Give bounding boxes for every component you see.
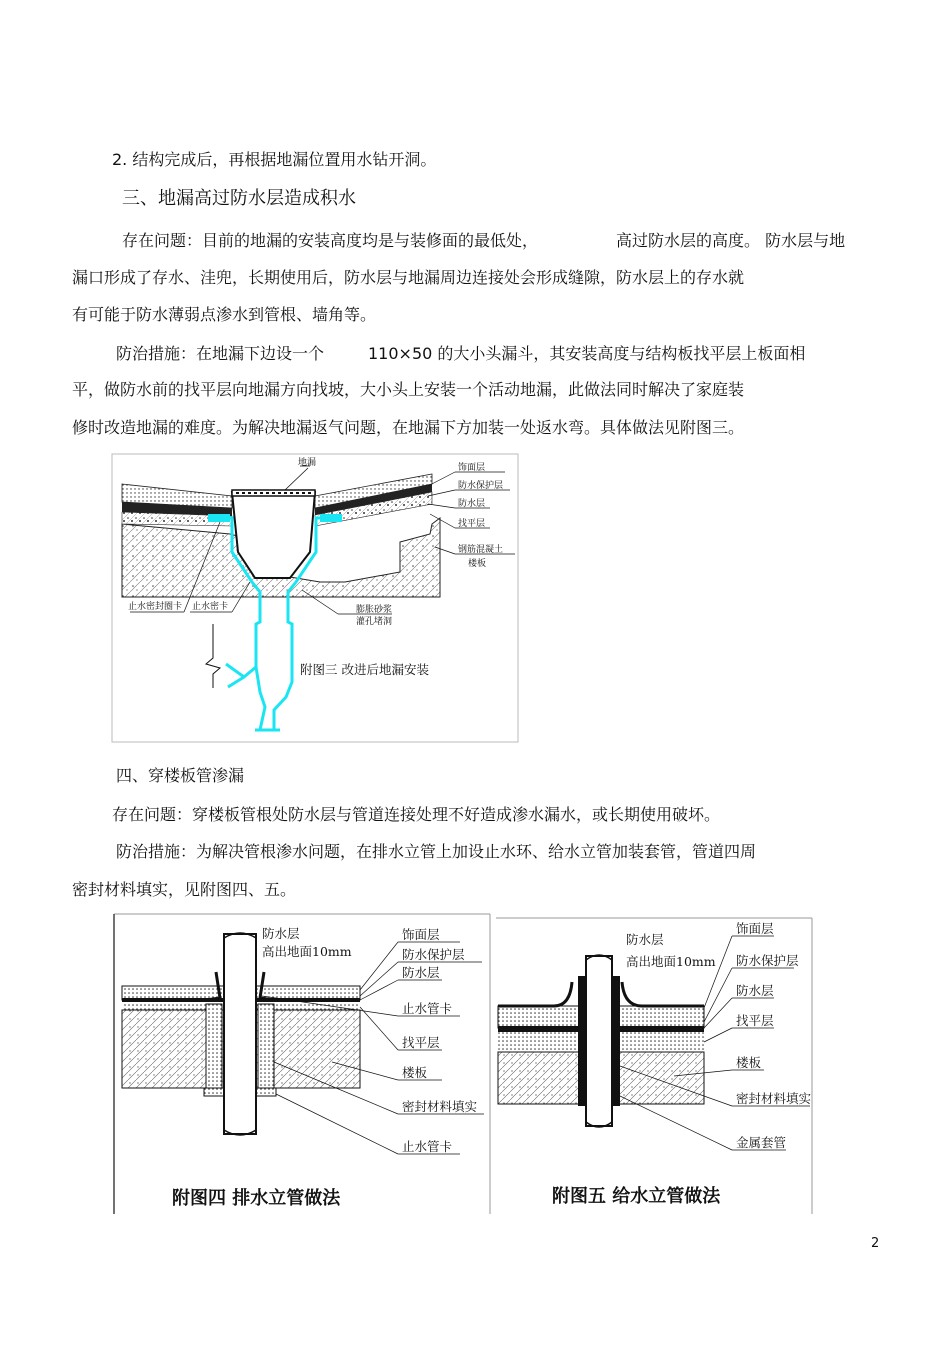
fig5-label-1: 饰面层 [736,921,774,936]
fig3-label-3: 防水层 [458,499,486,509]
fig3-center-label-2: 灌孔堵洞 [356,617,393,627]
paragraph-3d: 修时改造地漏的难度。为解决地漏返气问题，在地漏下方加装一处返水弯。具体做法见附图三。 [72,418,745,437]
paragraph-1: 2. 结构完成后，再根据地漏位置用水钻开洞。 [112,150,437,169]
page-number: 2 [871,1236,880,1251]
figure-4 [112,912,494,1216]
fig5-top-label-1: 防水层 [626,932,664,947]
section-heading-3: 三、地漏高过防水层造成积水 [122,188,356,209]
fig3-label-5: 钢筋混凝土 [458,545,504,555]
fig4-label-4: 止水管卡 [402,1001,453,1016]
fig4-label-8: 止水管卡 [402,1139,453,1154]
fig4-top-label-1: 防水层 [262,926,300,941]
fig3-left-label-2: 止水密卡 [192,602,229,612]
paragraph-3b: 110×50 的大小头漏斗，其安装高度与结构板找平层上板面相 [368,344,806,363]
fig4-label-6: 楼板 [402,1065,428,1080]
fig4-label-1: 饰面层 [402,927,440,942]
fig5-label-4: 找平层 [736,1013,774,1028]
fig3-label-6: 楼板 [468,559,487,569]
fig3-caption: 附图三 改进后地漏安装 [300,662,429,677]
paragraph-2c: 漏口形成了存水、洼兜，长期使用后，防水层与地漏周边连接处会形成缝隙，防水层上的存水就 [72,268,745,287]
fig3-label-4: 找平层 [458,519,486,529]
fig4-top-label-2: 高出地面10mm [262,944,352,959]
paragraph-5a: 防治措施：为解决管根渗水问题，在排水立管上加设止水环、给水立管加装套管，管道四周 [116,842,757,861]
fig5-top-label-2: 高出地面10mm [626,954,716,969]
fig4-label-5: 找平层 [402,1035,440,1050]
fig3-left-label-1: 止水密封圈卡 [128,602,183,612]
fig4-label-7: 密封材料填实 [402,1099,478,1114]
paragraph-3c: 平，做防水前的找平层向地漏方向找坡，大小头上安装一个活动地漏，此做法同时解决了家庭装 [72,380,745,399]
fig3-drain-label: 地漏 [298,458,317,468]
paragraph-4: 存在问题：穿楼板管根处防水层与管道连接处理不好造成渗水漏水，或长期使用破坏。 [112,805,721,824]
fig5-label-7: 金属套管 [736,1135,787,1150]
paragraph-2d: 有可能于防水薄弱点渗水到管根、墙角等。 [72,305,377,324]
paragraph-2b: 高过防水层的高度。 防水层与地 [616,231,846,250]
fig3-center-label-1: 膨胀砂浆 [356,605,393,615]
fig5-label-2: 防水保护层 [736,953,799,968]
paragraph-5b: 密封材料填实，见附图四、五。 [72,880,297,899]
fig5-caption: 附图五 给水立管做法 [552,1186,721,1207]
figure-3 [110,452,520,744]
fig5-label-3: 防水层 [736,983,774,998]
fig5-label-6: 密封材料填实 [736,1091,812,1106]
figure-5 [494,916,816,1216]
fig4-caption: 附图四 排水立管做法 [172,1188,341,1209]
section-heading-4: 四、穿楼板管渗漏 [116,766,245,785]
paragraph-2a: 存在问题：目前的地漏的安装高度均是与装修面的最低处， [122,231,539,250]
paragraph-3a: 防治措施：在地漏下边设一个 [116,344,325,363]
fig3-label-1: 饰面层 [458,463,486,473]
fig5-label-5: 楼板 [736,1055,762,1070]
fig4-label-2: 防水保护层 [402,947,465,962]
fig3-label-2: 防水保护层 [458,481,504,491]
fig4-label-3: 防水层 [402,965,440,980]
